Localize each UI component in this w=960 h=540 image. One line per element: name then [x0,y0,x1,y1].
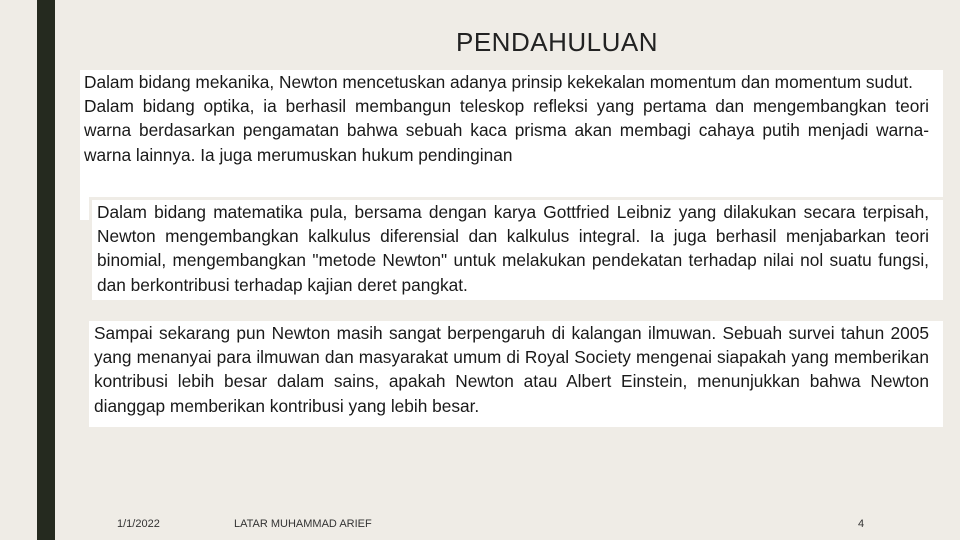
footer-author: LATAR MUHAMMAD ARIEF [234,518,372,530]
paragraph-mathematics: Dalam bidang matematika pula, bersama dengan karya Gottfried Leibniz yang dilakukan secara terpisah, Newton mengembangkan kalkulus diferensial dan kalkulus integral. Ia juga berhasil menjabarkan teori binomial, mengembangkan "metode Newton" untuk melakukan pendekatan terhadap nilai nol suatu fungsi, dan berkontribusi terhadap kajian deret pangkat. [97,202,929,295]
footer-page-number: 4 [858,518,865,530]
text-box-mathematics [89,197,943,300]
footer-date: 1/1/2022 [117,518,160,530]
text-box-influence [89,321,943,427]
accent-bar [37,0,55,540]
paragraph-influence: Sampai sekarang pun Newton masih sangat berpengaruh di kalangan ilmuwan. Sebuah survei tahun 2005 yang menanyai para ilmuwan dan masyarakat umum di Royal Society mengenai siapakah yang memberikan kontribusi lebih besar dalam sains, apakah Newton atau Albert Einstein, menunjukkan bahwa Newton dianggap memberikan kontribusi yang lebih besar. [94,323,929,416]
slide-title: PENDAHULUAN [456,27,658,57]
paragraph-optics: Dalam bidang optika, ia berhasil membangun teleskop refleksi yang pertama dan mengembangkan teori warna berdasarkan pengamatan bahwa sebuah kaca prisma akan membagi cahaya putih menjadi warna-warna lainnya. Ia juga merumuskan hukum pendinginan [84,96,929,165]
paragraph-mechanics: Dalam bidang mekanika, Newton mencetuskan adanya prinsip kekekalan momentum dan momentum sudut. [84,72,913,92]
